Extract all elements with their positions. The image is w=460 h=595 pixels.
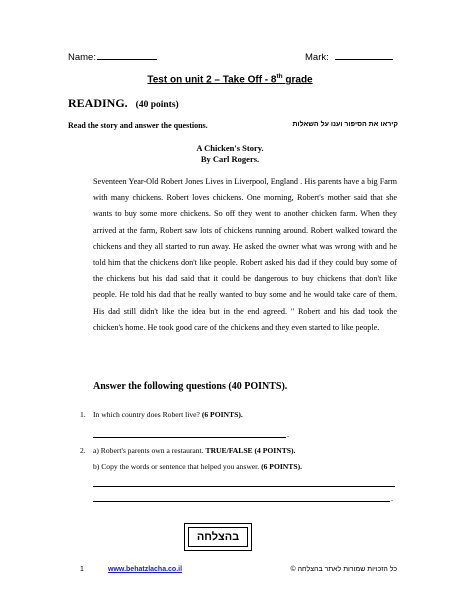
copyright-notice: כל הזכויות שמורות לאתר בהצלחה © bbox=[290, 566, 397, 573]
question-2a-text: a) Robert's parents own a restaurant. bbox=[93, 446, 206, 455]
question-1 bbox=[80, 410, 243, 419]
question-2a-points: TRUE/FALSE (4 POINTS). bbox=[205, 446, 296, 455]
question-2b-points: (6 POINTS). bbox=[261, 462, 303, 471]
story-text: Seventeen Year-Old Robert Jones Lives in Liverpool, England . His parents have a big Farm with many chickens. Robert loves chickens. One morning, Robert's mother said that she wants to buy some more chickens. So off they went to another chicken farm. When they arrived at the farm, Robert saw lots of chickens running around. Robert walked toward the chickens and they all started to run away. He asked the owner what was wrong with and he told him that the chickens don't like people. Robert asked his dad if they could buy some of the chickens but his dad said that it could be dangerous to buy chickens that don't like people. He told his dad that he really wanted to buy some and he would take care of them. His dad still didn't like the idea but in the end agreed. " Robert and his dad took the chicken's home. He took good care of the chickens and they even started to like people. bbox=[93, 177, 397, 332]
questions-heading: Answer the following questions (40 POINTS). bbox=[93, 381, 288, 392]
name-field bbox=[68, 50, 157, 63]
name-blank-line bbox=[97, 50, 157, 60]
instructions-hebrew: קיראו את הסיפור וענו על השאלות bbox=[292, 121, 398, 128]
question-1-end: . bbox=[240, 410, 243, 419]
story-title: A Chicken's Story. bbox=[196, 143, 264, 153]
mark-label: Mark: bbox=[305, 52, 329, 63]
section-title: READING. bbox=[68, 96, 128, 110]
question-1-points: (6 POINTS) bbox=[201, 410, 241, 419]
test-title-sup: th bbox=[276, 73, 283, 80]
section-points: (40 points) bbox=[135, 100, 179, 110]
website-link[interactable]: www.behatzlacha.co.il bbox=[108, 566, 183, 573]
test-title-suffix: grade bbox=[282, 74, 313, 86]
answer-line-3-dot: . bbox=[391, 494, 393, 503]
question-1-text: In which country does Robert live? bbox=[93, 410, 202, 419]
section-heading bbox=[68, 96, 179, 111]
page-number: 1 bbox=[80, 566, 84, 573]
instructions-english: Read the story and answer the questions. bbox=[68, 121, 208, 130]
story-heading bbox=[0, 143, 460, 165]
question-2-number: 2. bbox=[80, 446, 86, 455]
answer-line-2[interactable] bbox=[93, 486, 395, 487]
logo-text: בהצלחה bbox=[188, 527, 248, 547]
answer-line-1-dot: . bbox=[287, 430, 289, 439]
question-2b bbox=[93, 462, 302, 471]
answer-line-3[interactable] bbox=[93, 501, 390, 502]
behatzlacha-logo bbox=[184, 523, 252, 551]
test-title-text: Test on unit 2 – Take Off - 8 bbox=[147, 74, 277, 86]
story-author: By Carl Rogers. bbox=[200, 154, 260, 164]
question-2b-text: b) Copy the words or sentence that helped you answer. bbox=[93, 462, 262, 471]
answer-line-1[interactable] bbox=[93, 437, 286, 438]
test-title bbox=[0, 73, 460, 85]
mark-blank-line bbox=[335, 50, 393, 60]
question-1-number: 1. bbox=[80, 410, 86, 419]
question-2a bbox=[80, 446, 295, 455]
mark-field bbox=[305, 50, 393, 63]
name-label: Name: bbox=[68, 52, 96, 63]
